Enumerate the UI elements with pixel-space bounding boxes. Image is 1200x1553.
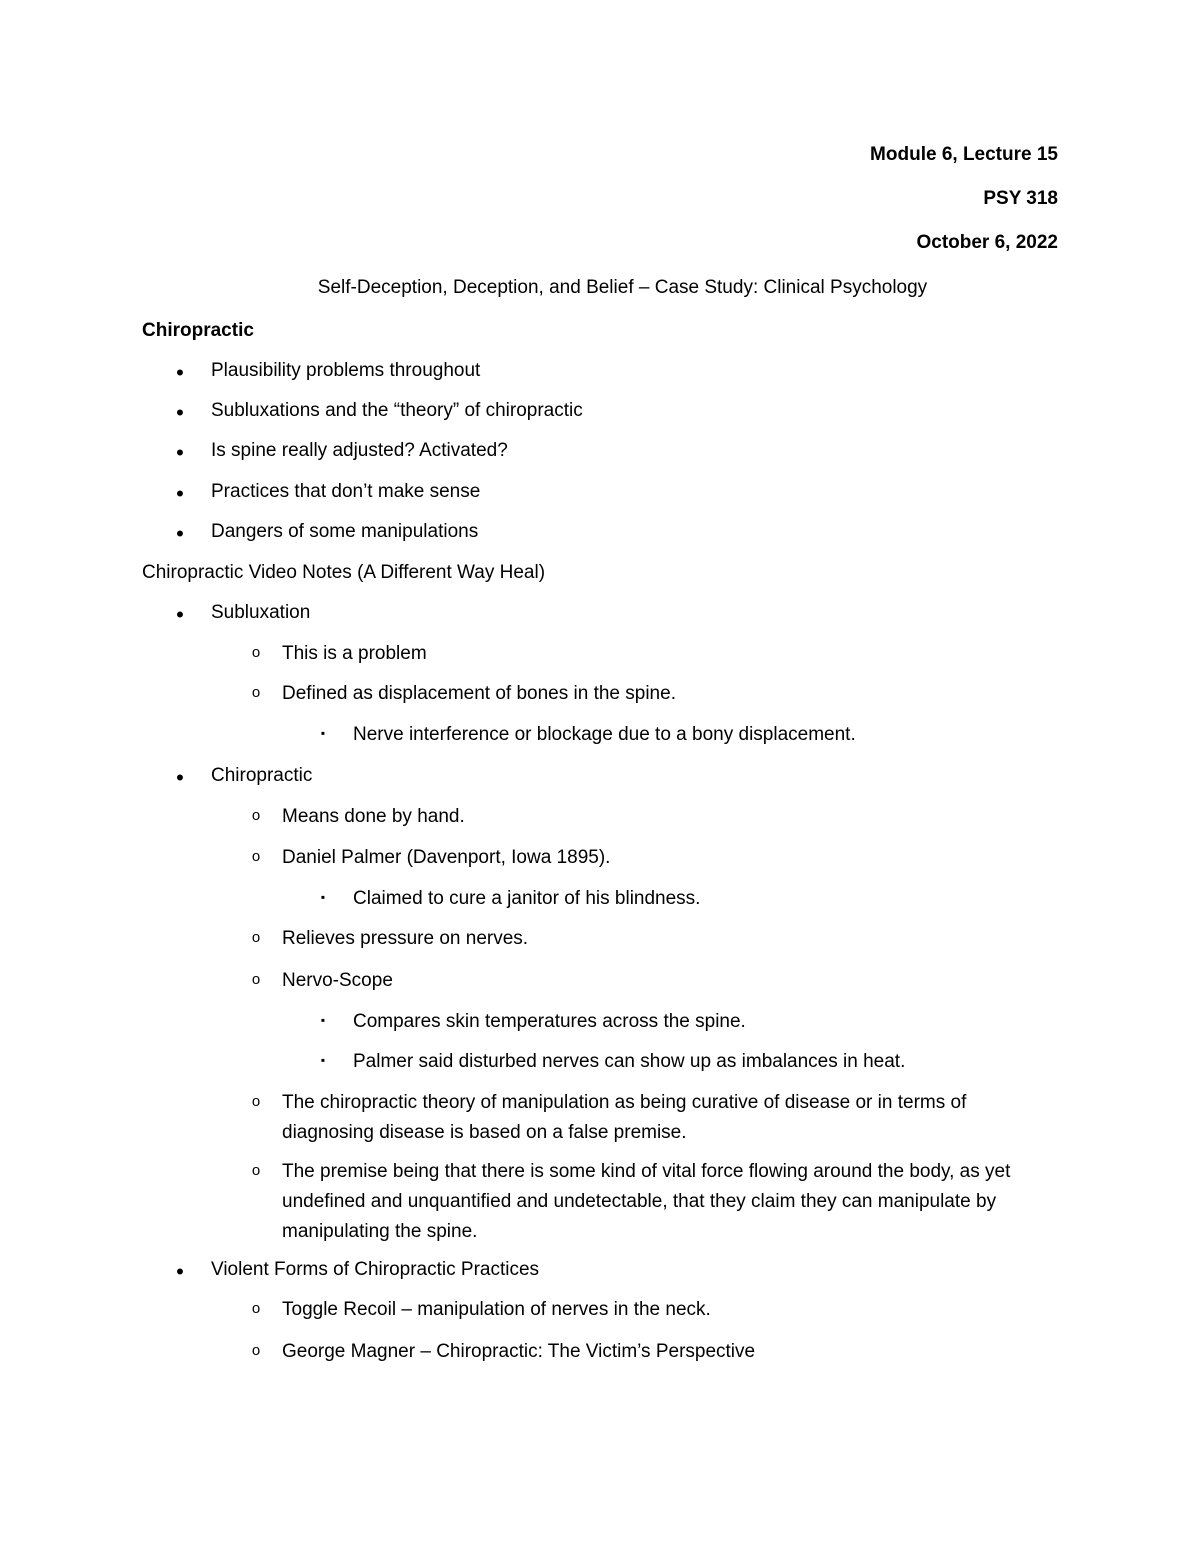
square-bullet-icon: ▪ xyxy=(320,726,326,740)
document-title: Self-Deception, Deception, and Belief – Case Study: Clinical Psychology xyxy=(317,277,928,298)
section-heading-chiropractic: Chiropractic xyxy=(142,320,254,341)
list-item: Subluxations and the “theory” of chiropractic xyxy=(211,400,583,421)
list-item: Relieves pressure on nerves. xyxy=(282,928,529,949)
circle-bullet-icon: o xyxy=(251,1342,261,1359)
list-item: Daniel Palmer (Davenport, Iowa 1895). xyxy=(282,847,611,868)
list-item-subluxation: Subluxation xyxy=(211,602,311,623)
list-item: Is spine really adjusted? Activated? xyxy=(211,440,508,461)
circle-bullet-icon: o xyxy=(251,1162,261,1179)
list-item: Toggle Recoil – manipulation of nerves in the neck. xyxy=(282,1299,711,1320)
course-code-label: PSY 318 xyxy=(983,188,1058,209)
list-item: Means done by hand. xyxy=(282,806,465,827)
circle-bullet-icon: o xyxy=(251,1300,261,1317)
list-item: Claimed to cure a janitor of his blindness. xyxy=(353,888,701,909)
section-heading-video-notes: Chiropractic Video Notes (A Different Way Heal) xyxy=(142,562,546,583)
list-item: Practices that don’t make sense xyxy=(211,481,481,502)
square-bullet-icon: ▪ xyxy=(320,890,326,904)
module-lecture-label: Module 6, Lecture 15 xyxy=(870,144,1058,165)
bullet-icon: • xyxy=(176,400,184,425)
list-item: Dangers of some manipulations xyxy=(211,521,479,542)
bullet-icon: • xyxy=(176,481,184,506)
square-bullet-icon: ▪ xyxy=(320,1053,326,1067)
circle-bullet-icon: o xyxy=(251,971,261,988)
circle-bullet-icon: o xyxy=(251,644,261,661)
list-item: The premise being that there is some kind of vital force flowing around the body, as yet undefined and unquantified and undetectable, that they claim they can manipulate by manipulating the spine. xyxy=(282,1161,1011,1242)
bullet-icon: • xyxy=(176,440,184,465)
list-item: Nerve interference or blockage due to a bony displacement. xyxy=(353,724,856,745)
circle-bullet-icon: o xyxy=(251,1093,261,1110)
list-item: Compares skin temperatures across the spine. xyxy=(353,1011,746,1032)
list-item: Palmer said disturbed nerves can show up as imbalances in heat. xyxy=(353,1051,906,1072)
bullet-icon: • xyxy=(176,521,184,546)
date-label: October 6, 2022 xyxy=(916,232,1058,253)
list-item: Defined as displacement of bones in the spine. xyxy=(282,683,676,704)
list-item-chiropractic: Chiropractic xyxy=(211,765,313,786)
bullet-icon: • xyxy=(176,1259,184,1284)
circle-bullet-icon: o xyxy=(251,929,261,946)
list-item: The chiropractic theory of manipulation as being curative of disease or in terms of diagnosing disease is based on a false premise. xyxy=(282,1092,967,1143)
list-item: This is a problem xyxy=(282,643,427,664)
bullet-icon: • xyxy=(176,360,184,385)
circle-bullet-icon: o xyxy=(251,684,261,701)
square-bullet-icon: ▪ xyxy=(320,1013,326,1027)
list-item: Plausibility problems throughout xyxy=(211,360,481,381)
circle-bullet-icon: o xyxy=(251,807,261,824)
bullet-icon: • xyxy=(176,602,184,627)
circle-bullet-icon: o xyxy=(251,848,261,865)
list-item-violent-forms: Violent Forms of Chiropractic Practices xyxy=(211,1259,540,1280)
list-item: Nervo-Scope xyxy=(282,970,393,991)
list-item: George Magner – Chiropractic: The Victim’s Perspective xyxy=(282,1341,756,1362)
bullet-icon: • xyxy=(176,765,184,790)
